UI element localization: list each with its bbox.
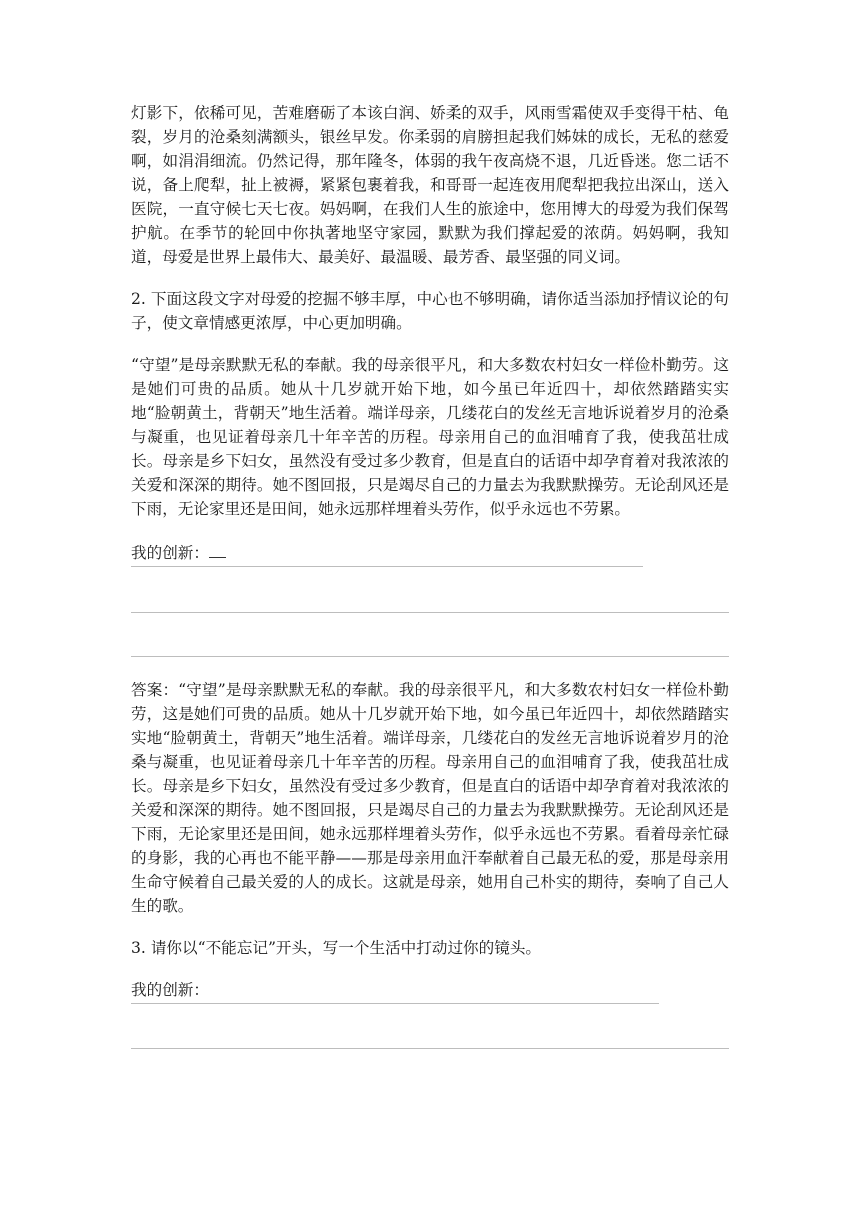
intro-paragraph: 灯影下，依稀可见，苦难磨砺了本该白润、娇柔的双手，风雨雪霜使双手变得干枯、龟裂，岁月的沧桑刻满额头，银丝早发。你柔弱的肩膀担起我们姊妹的成长，无私的慈爱啊，如涓涓细流。仍然记得，那年隆冬，体弱的我午夜高烧不退，几近昏迷。您二话不说，备上爬犁，扯上被褥，紧紧包裹着我，和哥哥一起连夜用爬犁把我拉出深山，送入医院，一直守候七天七夜。妈妈啊，在我们人生的旅途中，您用博大的母爱为我们保驾护航。在季节的轮回中你执著地坚守家园，默默为我们撑起爱的浓荫。妈妈啊，我知道，母爱是世界上最伟大、最美好、最温暖、最芳香、最坚强的同义词。 [131,104,729,266]
answer-line-1[interactable] [131,566,643,567]
short-blank-line[interactable] [209,543,226,558]
question-2-answer: 答案：“守望”是母亲默默无私的奉献。我的母亲很平凡，和大多数农村妇女一样俭朴勤劳，这是她们可贵的品质。她从十几岁就开始下地，如今虽已年近四十，却依然踏踏实实地“脸朝黄土，背朝天”地生活着。端详母亲，几缕花白的发丝无言地诉说着岁月的沧桑与凝重，也见证着母亲几十年辛苦的历程。母亲用自己的血泪哺育了我，使我茁壮成长。母亲是乡下妇女，虽然没有受过多少教育，但是直白的话语中却孕育着对我浓浓的关爱和深深的期待。她不图回报，只是竭尽自己的力量去为我默默操劳。无论刮风还是下雨，无论家里还是田间，她永远那样埋着头劳作，似乎永远也不劳累。看着母亲忙碌的身影，我的心再也不能平静——那是母亲用血汗奉献着自己最无私的爱，那是母亲用生命守候着自己最关爱的人的成长。这就是母亲，她用自己朴实的期待，奏响了自己人生的歌。 [131,681,729,915]
question-3-creation-label: 我的创新： [131,981,209,999]
answer-line-3[interactable] [131,656,729,657]
question-2-creation-label [131,541,729,565]
question-3-prompt: 3. 请你以“不能忘记”开头，写一个生活中打动过你的镜头。 [131,939,542,957]
question-2-passage: “守望”是母亲默默无私的奉献。我的母亲很平凡，和大多数农村妇女一样俭朴勤劳。这是她们可贵的品质。她从十几岁就开始下地，如今虽已年近四十，却依然踏踏实实地“脸朝黄土，背朝天”地生活着。端详母亲，几缕花白的发丝无言地诉说着岁月的沧桑与凝重，也见证着母亲几十年辛苦的历程。母亲用自己的血泪哺育了我，使我茁壮成长。母亲是乡下妇女，虽然没有受过多少教育，但是直白的话语中却孕育着对我浓浓的关爱和深深的期待。她不图回报，只是竭尽自己的力量去为我默默操劳。无论刮风还是下雨，无论家里还是田间，她永远那样埋着头劳作，似乎永远也不劳累。 [131,356,729,518]
document-page [131,101,729,1049]
answer-line-2[interactable] [131,612,729,613]
answer-line-4[interactable] [131,1003,659,1004]
creation-label-text: 我的创新： [131,544,209,562]
answer-line-5[interactable] [131,1048,729,1049]
question-2-prompt: 2. 下面这段文字对母爱的挖掘不够丰厚，中心也不够明确，请你适当添加抒情议论的句子，使文章情感更浓厚，中心更加明确。 [131,290,729,332]
